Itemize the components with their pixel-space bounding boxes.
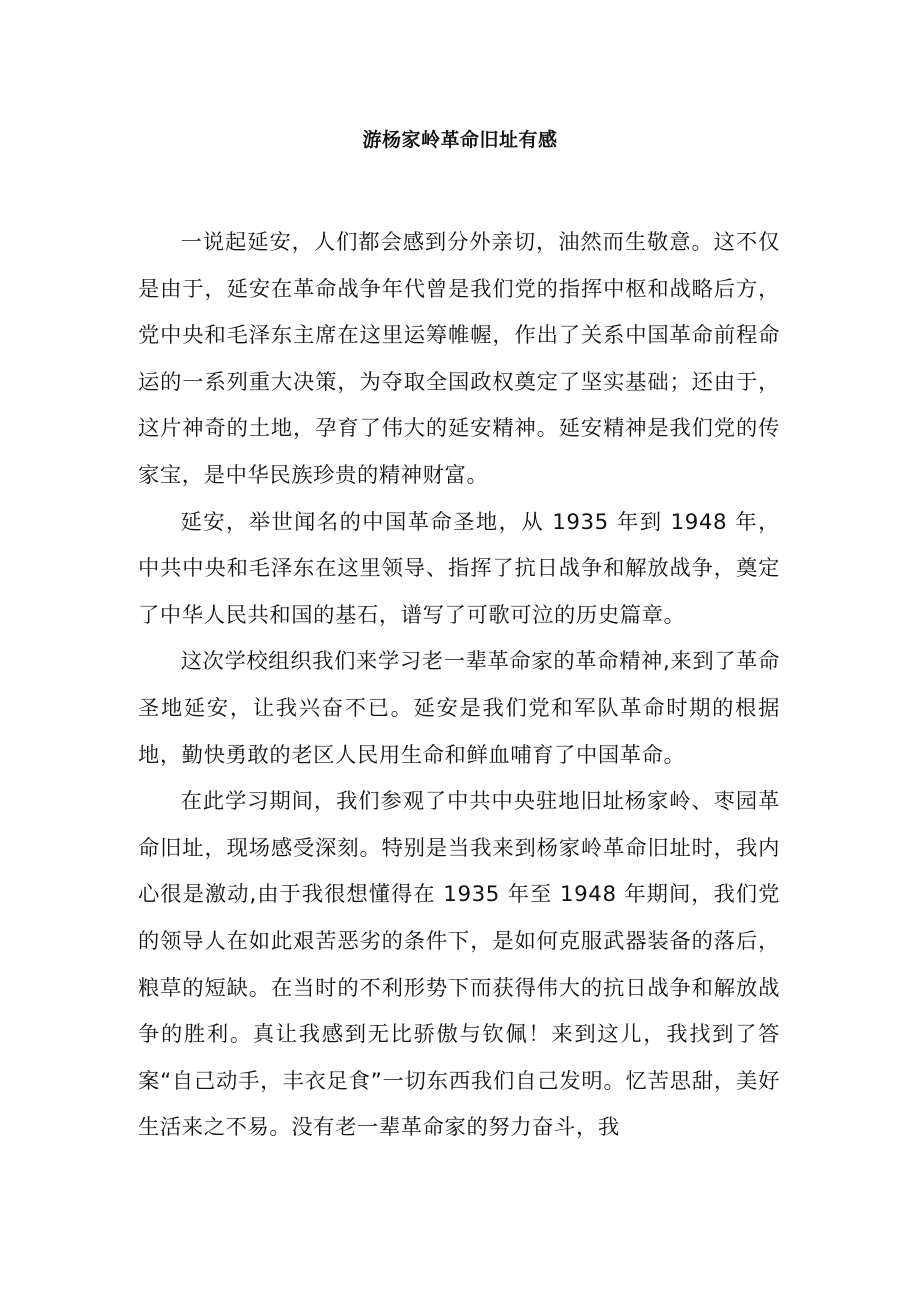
- paragraph-2: 延安，举世闻名的中国革命圣地，从 1935 年到 1948 年，中共中央和毛泽东在这里领导、指挥了抗日战争和解放战争，奠定了中华人民共和国的基石，谱写了可歌可泣的历史篇章。: [138, 509, 780, 628]
- document-title: 游杨家岭革命旧址有感: [362, 129, 558, 151]
- paragraph-1: 一说起延安，人们都会感到分外亲切，油然而生敬意。这不仅是由于，延安在革命战争年代曾是我们党的指挥中枢和战略后方，党中央和毛泽东主席在这里运筹帷幄，作出了关系中国革命前程命运的一系列重大决策，为夺取全国政权奠定了坚实基础；还由于，这片神奇的土地，孕育了伟大的延安精神。延安精神是我们党的传家宝，是中华民族珍贵的精神财富。: [138, 230, 780, 488]
- paragraph-4: 在此学习期间，我们参观了中共中央驻地旧址杨家岭、枣园革命旧址，现场感受深刻。特别是当我来到杨家岭革命旧址时，我内心很是激动,由于我很想懂得在 1935 年至 1948 年期间，我们党的领导人在如此艰苦恶劣的条件下，是如何克服武器装备的落后，粮草的短缺。在当时的不利形势下而获得伟大的抗日战争和解放战争的胜利。真让我感到无比骄傲与钦佩！来到这儿，我找到了答案“自己动手，丰衣足食”一切东西我们自己发明。忆苦思甜，美好生活来之不易。没有老一辈革命家的努力奋斗，我: [138, 789, 780, 1141]
- paragraph-3: 这次学校组织我们来学习老一辈革命家的革命精神,来到了革命圣地延安，让我兴奋不已。延安是我们党和军队革命时期的根据地，勤快勇敢的老区人民用生命和鲜血哺育了中国革命。: [138, 649, 780, 768]
- document-body: [138, 220, 780, 1152]
